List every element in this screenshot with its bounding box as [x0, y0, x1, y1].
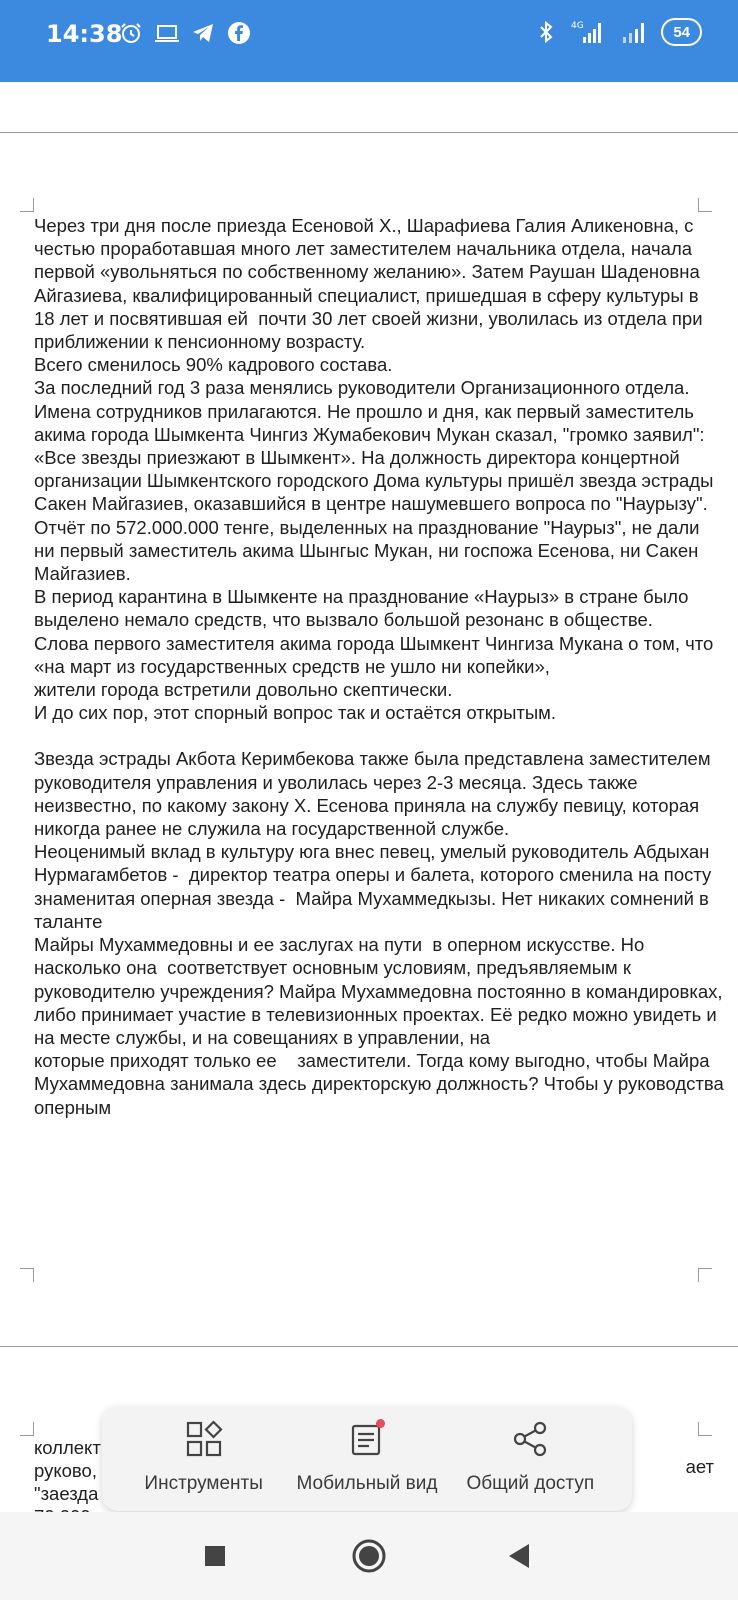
- page-corner-mark: [20, 1422, 34, 1436]
- page-corner-mark: [698, 1268, 712, 1282]
- notification-dot: [376, 1419, 385, 1428]
- home-button[interactable]: [347, 1534, 391, 1578]
- alarm-icon: [118, 20, 144, 46]
- paragraph: «на март из государственных средств не ушло ни копейки»,: [34, 655, 550, 677]
- paragraph: Звезда эстрады Акбота Керимбекова также была представлена заместителем руководителя управления и уволилась через 2-3 месяца. Здесь также неизвестно, по какому закону Х. Есенова приняла на службу певицу, которая никогда ранее не служила на государственной службе.: [34, 748, 716, 840]
- mobile-view-label: Мобильный вид: [296, 1473, 438, 1494]
- paragraph: За последний год 3 раза менялись руководители Организационного отдела. Имена сотрудников прилагаются. Не прошло и дня, как первый заместитель акима города Шымкента Чингиз Жумабекович Мукан сказал, "громко заявил": «Все звезды приезжают в Шымкент». На должность директора концертной организации Шымкентского городского Дома культуры пришёл звезда эстрады Сакен Майгазиев, оказавшийся в центре нашумевшего вопроса по "Наурызу".: [34, 377, 719, 515]
- system-nav-bar: [0, 1512, 738, 1600]
- text-line: "заезда: [34, 1483, 99, 1504]
- signal-icon: [569, 19, 609, 45]
- bottom-toolbar: [102, 1407, 632, 1511]
- recent-apps-button[interactable]: [193, 1534, 237, 1578]
- svg-text:4G: 4G: [571, 21, 585, 31]
- paragraph: Майры Мухаммедовны и ее заслугах на пути в оперном искусстве. Но насколько она соответствует основным условиям, предъявляемым к руководителю учреждения? Майра Мухаммедовна постоянно в командировках, либо принимает участие в телевизионных проектах. Её редко можно увидеть и на месте службы, и на совещаниях в управлении, на: [34, 934, 728, 1048]
- page-corner-mark: [698, 198, 712, 212]
- paragraph: Неоценимый вклад в культуру юга внес певец, умелый руководитель Абдыхан Нурмагамбетов - директор театра оперы и балета, которого сменила на посту знаменитая оперная звезда - Майра Мухаммедкызы. Нет никаких сомнений в таланте: [34, 841, 722, 932]
- laptop-icon: [154, 20, 180, 46]
- paragraph: которые приходят только ее заместители. Тогда кому выгодно, чтобы Майра Мухаммедовна занимала здесь директорскую должность? Чтобы у руководства оперным: [34, 1050, 729, 1118]
- facebook-icon: [226, 20, 252, 46]
- paragraph: Всего сменилось 90% кадрового состава.: [34, 354, 393, 376]
- telegram-icon: [190, 20, 216, 46]
- battery-icon: [661, 18, 702, 46]
- paragraph: В период карантина в Шымкенте на празднование «Наурыз» в стране было выделено немало средств, что вызвало большой резонанс в обществе.: [34, 586, 694, 631]
- page-divider-top: [0, 132, 738, 133]
- status-icons-left: [118, 20, 252, 46]
- page-corner-mark: [20, 1268, 34, 1282]
- mobile-view-icon: [345, 1417, 389, 1461]
- paragraph: Отчёт по 572.000.000 тенге, выделенных на празднование "Наурыз", не дали ни первый заместитель акима Шынгыс Мукан, ни госпожа Есенова, ни Сакен Майгазиев.: [34, 516, 705, 585]
- status-bar: [0, 0, 738, 82]
- document-body: [34, 214, 729, 1119]
- status-time: 14:38: [46, 20, 123, 48]
- next-page-text-right: ает: [685, 1456, 714, 1477]
- share-label: Общий доступ: [466, 1473, 595, 1494]
- page-corner-mark: [20, 198, 34, 212]
- text-line: коллект: [34, 1437, 101, 1458]
- back-button[interactable]: [496, 1534, 540, 1578]
- paragraph: Через три дня после приезда Есеновой Х., Шарафиева Галия Аликеновна, с честью проработавшая много лет заместителем начальника отдела, начала первой «увольняться по собственному желанию». Затем Раушан Шаденовна Айгазиева, квалифицированный специалист, пришедшая в сферу культуры в 18 лет и посвятившая ей почти 30 лет своей жизни, уволилась из отдела при приближении к пенсионному возрасту.: [34, 215, 708, 353]
- share-icon: [508, 1417, 552, 1461]
- paragraph: жители города встретили довольно скептически.: [34, 679, 453, 701]
- text-line: руково,: [34, 1460, 97, 1481]
- tools-icon: [182, 1417, 226, 1461]
- signal-icon: [619, 19, 651, 45]
- blank-line: [34, 724, 724, 747]
- page-divider: [0, 1346, 738, 1347]
- document-header: [0, 82, 738, 134]
- share-button[interactable]: [449, 1417, 612, 1511]
- tools-button[interactable]: [122, 1417, 285, 1511]
- bluetooth-icon: [533, 19, 559, 45]
- status-icons-right: [533, 18, 702, 46]
- paragraph: И до сих пор, этот спорный вопрос так и остаётся открытым.: [34, 702, 557, 724]
- battery-level: 54: [673, 23, 690, 41]
- mobile-view-button[interactable]: [285, 1417, 448, 1511]
- tools-label: Инструменты: [144, 1473, 263, 1494]
- page-corner-mark: [698, 1422, 712, 1436]
- paragraph: Слова первого заместителя акима города Шымкент Чингиза Мукана о том, что: [34, 632, 714, 654]
